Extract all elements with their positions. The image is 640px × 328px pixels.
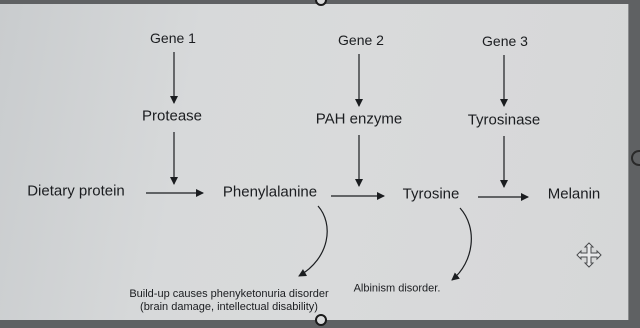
albinism-disorder-label: Albinism disorder. <box>353 282 441 295</box>
pku-disorder-label: Build-up causes phenyketonuria disorder (brain damage, intellectual disability) <box>129 288 329 313</box>
pah-enzyme-label: PAH enzyme <box>315 110 403 128</box>
arrow-phenylalanine-pku <box>299 206 327 276</box>
arrow-tyrosine-albinism <box>452 208 471 280</box>
tyrosine-label: Tyrosine <box>402 185 460 203</box>
move-cursor-icon <box>576 242 602 268</box>
gene-2-label: Gene 2 <box>338 32 384 48</box>
phenylalanine-label: Phenylalanine <box>222 183 318 201</box>
protease-label: Protease <box>141 107 203 125</box>
selection-handle-bottom[interactable] <box>315 314 327 326</box>
gene-1-label: Gene 1 <box>150 30 196 46</box>
selection-handle-right[interactable] <box>631 150 640 166</box>
tyrosinase-label: Tyrosinase <box>467 111 541 129</box>
melanin-label: Melanin <box>547 185 601 203</box>
gene-3-label: Gene 3 <box>482 33 528 49</box>
dietary-protein-label: Dietary protein <box>27 182 125 200</box>
